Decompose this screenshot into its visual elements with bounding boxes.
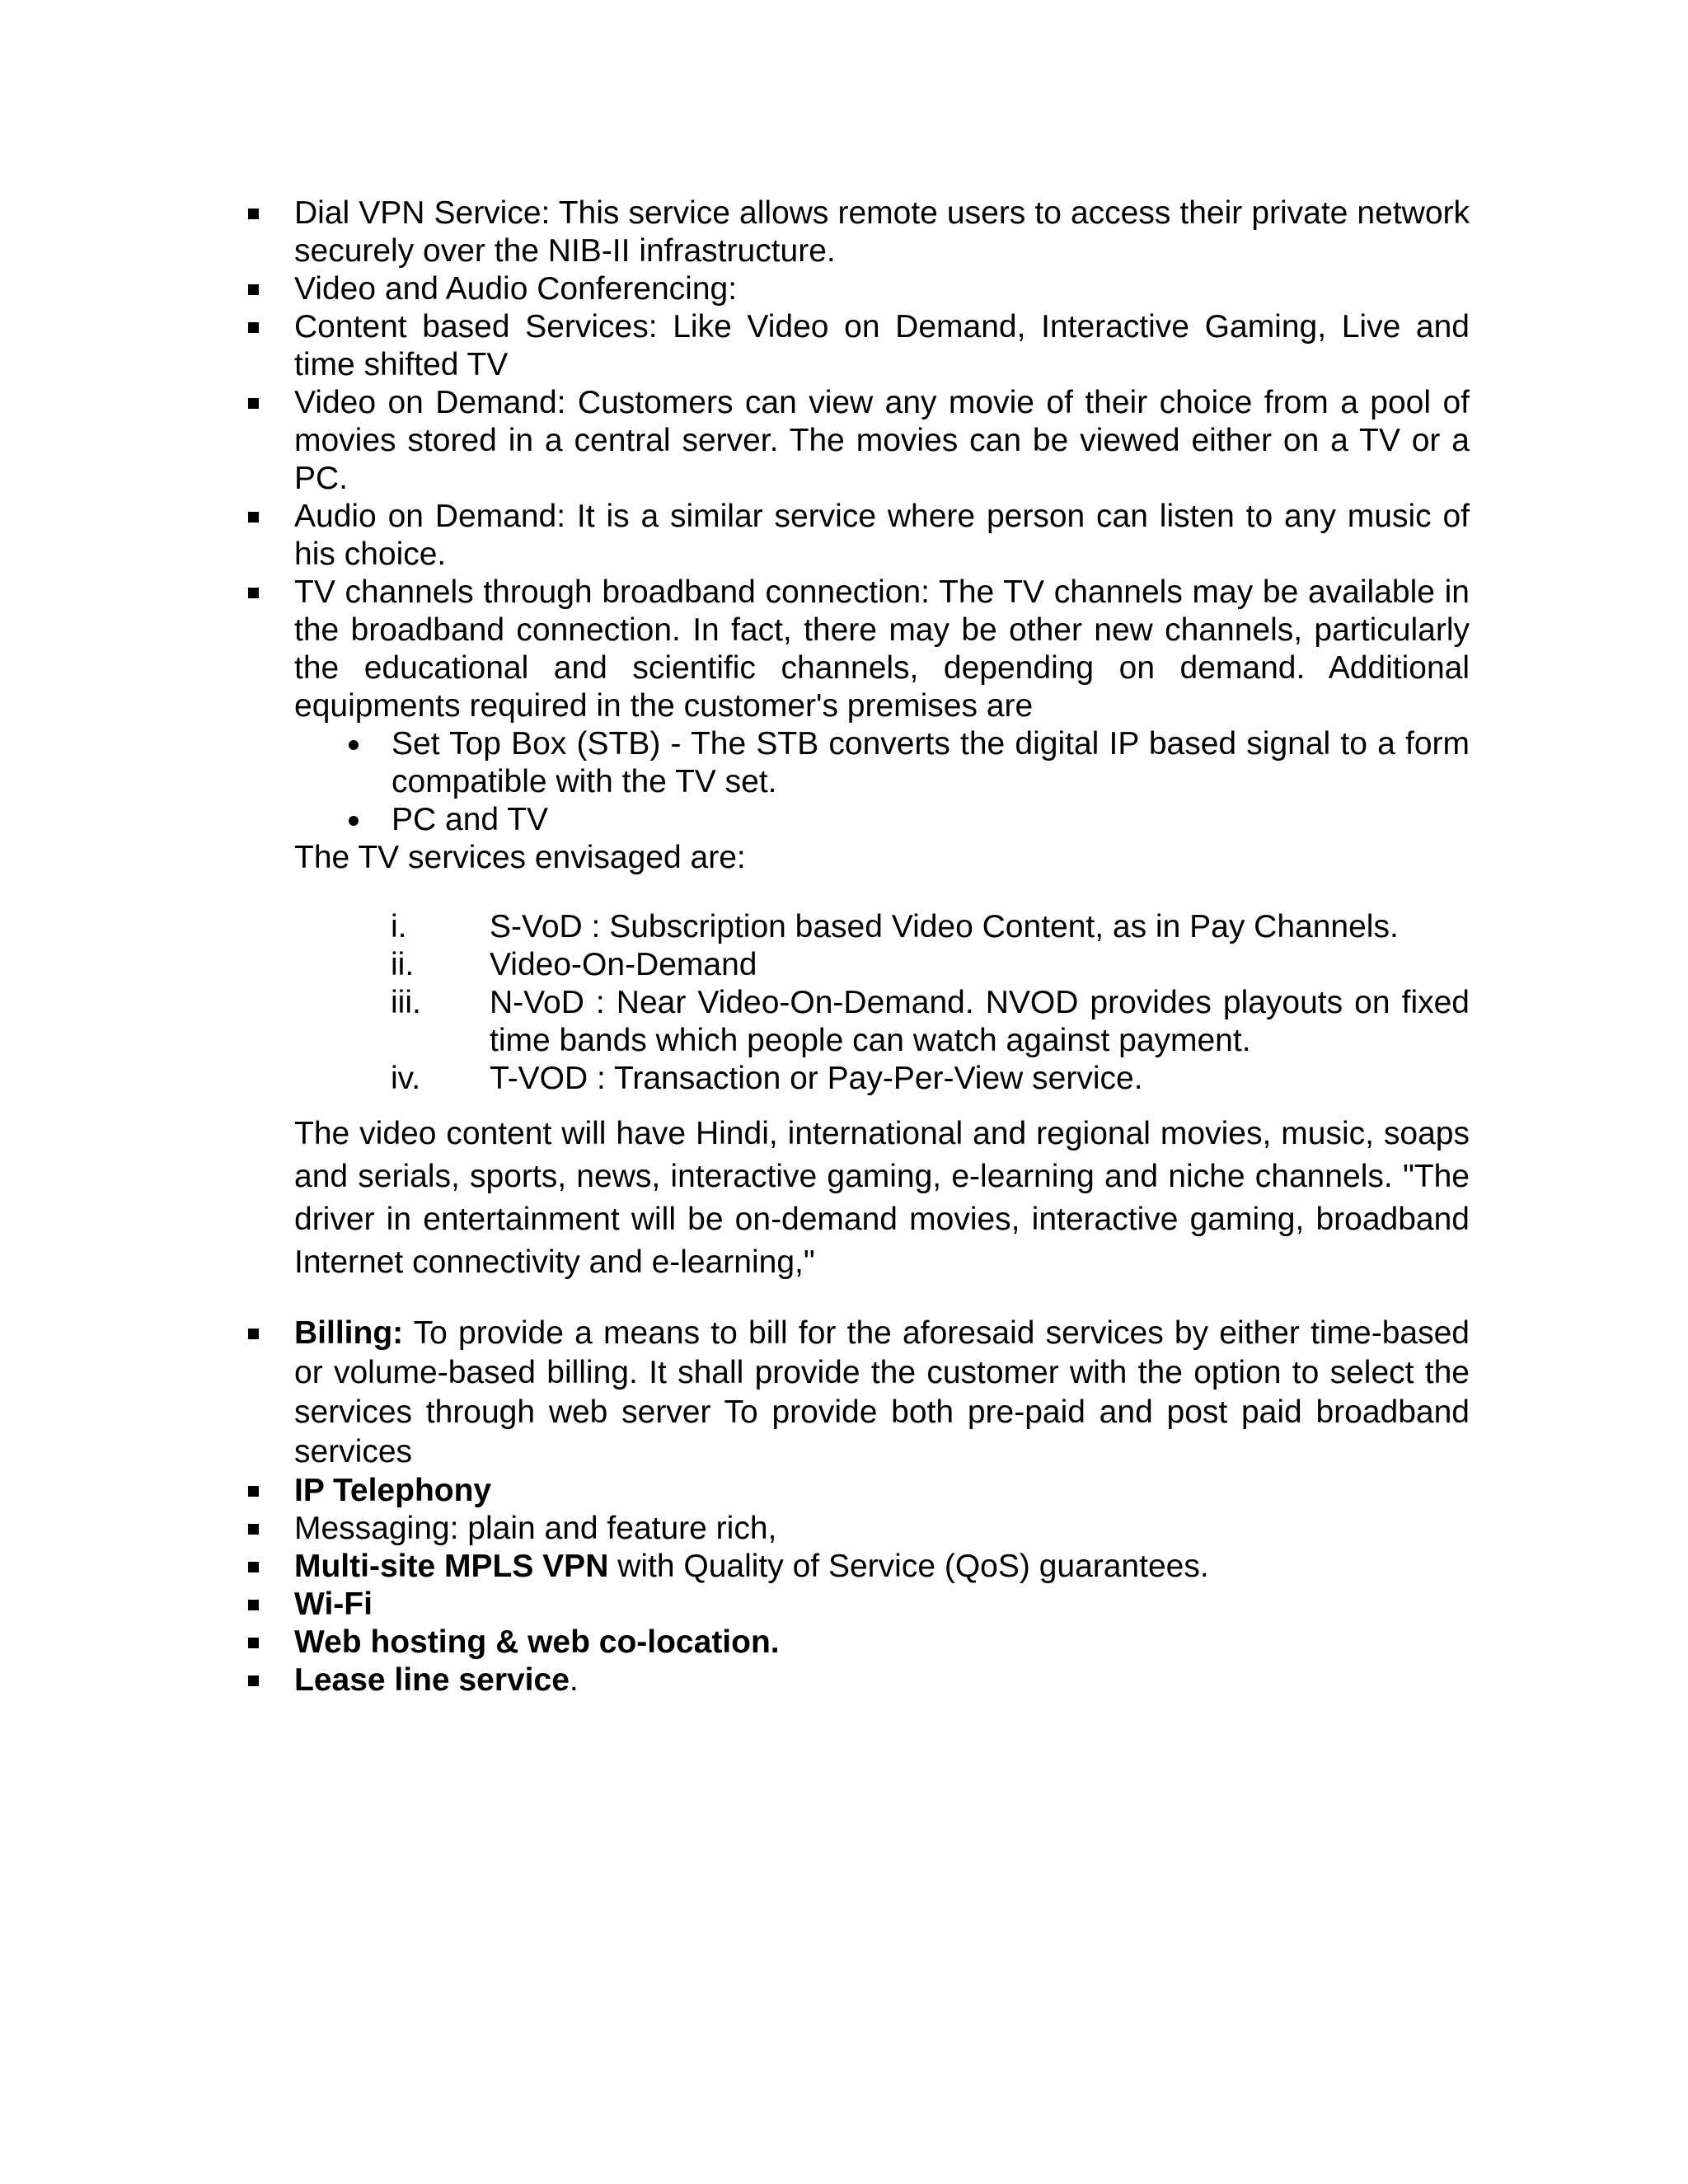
list-item [294, 384, 1470, 498]
item-text: Dial VPN Service: This service allows remote users to access their private network securely over the NIB-II infrastructure. [294, 195, 1470, 269]
tv-service-item [391, 908, 1470, 946]
square-bullet-icon [248, 398, 259, 409]
list-item-lease-line [294, 1661, 1470, 1699]
video-content-paragraph: The video content will have Hindi, international and regional movies, music, soaps and serials, sports, news, interactive gaming, e-learning and niche channels. "The driver in entertainment will be on-demand movies, interactive gaming, broadband Internet connectivity and e-learning," [294, 1116, 1470, 1280]
list-item [294, 308, 1470, 384]
square-bullet-icon [248, 1675, 259, 1686]
roman-numeral: iii. [391, 985, 421, 1020]
mpls-label: Multi-site MPLS VPN [294, 1549, 609, 1584]
ip-telephony-label: IP Telephony [294, 1473, 492, 1508]
lease-line-period: . [569, 1662, 579, 1698]
tv-service-text: T-VOD : Transaction or Pay-Per-View service. [490, 1061, 1143, 1096]
square-bullet-icon [248, 209, 259, 219]
round-bullet-icon [349, 740, 359, 750]
billing-text [294, 1314, 1470, 1472]
roman-numeral: iv. [391, 1061, 421, 1096]
list-item-mpls [294, 1548, 1470, 1586]
equipment-text: PC and TV [392, 802, 549, 837]
messaging-text: Messaging: plain and feature rich, [294, 1511, 777, 1546]
tv-service-text: N-VoD : Near Video-On-Demand. NVOD provides playouts on fixed time bands which people can watch against payment. [490, 985, 1470, 1058]
list-item-billing [294, 1314, 1470, 1472]
list-item-ip-telephony [294, 1472, 1470, 1510]
square-bullet-icon [248, 588, 259, 598]
list-item-messaging [294, 1510, 1470, 1548]
round-bullet-icon [349, 816, 359, 826]
list-item [294, 574, 1470, 725]
tv-service-item [391, 984, 1470, 1060]
lease-line-label: Lease line service [294, 1662, 570, 1698]
item-text: Video and Audio Conferencing: [294, 271, 738, 307]
list-item [294, 194, 1470, 270]
square-bullet-icon [248, 1486, 259, 1497]
list-item-web-hosting [294, 1624, 1470, 1661]
square-bullet-icon [248, 512, 259, 523]
square-bullet-icon [248, 1562, 259, 1572]
item-text: Audio on Demand: It is a similar service where person can listen to any music of his choice. [294, 499, 1470, 572]
square-bullet-icon [248, 1329, 259, 1339]
wifi-label: Wi-Fi [294, 1586, 373, 1622]
roman-numeral: ii. [391, 947, 415, 982]
list-item [294, 498, 1470, 574]
square-bullet-icon [248, 1638, 259, 1648]
web-hosting-label: Web hosting & web co-location. [294, 1624, 780, 1660]
square-bullet-icon [248, 1600, 259, 1610]
equipment-text: Set Top Box (STB) - The STB converts the digital IP based signal to a form compatible with the TV set. [392, 726, 1470, 799]
tv-service-item [391, 946, 1470, 984]
tv-service-text: Video-On-Demand [490, 947, 757, 982]
list-item [294, 270, 1470, 308]
tv-service-text: S-VoD : Subscription based Video Content, as in Pay Channels. [490, 909, 1399, 944]
tv-services-intro: The TV services envisaged are: [294, 840, 746, 875]
equipment-item [392, 725, 1470, 801]
item-text: Video on Demand: Customers can view any movie of their choice from a pool of movies stored in a central server. The movies can be viewed either on a TV or a PC. [294, 385, 1470, 496]
billing-description: To provide a means to bill for the aforesaid services by either time-based or volume-based billing. It shall provide the customer with the option to select the services through web server To provide both pre-paid and post paid broadband services [294, 1315, 1470, 1469]
square-bullet-icon [248, 322, 259, 333]
roman-numeral: i. [391, 909, 407, 944]
tv-service-item [391, 1060, 1470, 1098]
document-page [294, 194, 1470, 1699]
mpls-description: with Quality of Service (QoS) guarantees. [608, 1549, 1209, 1584]
equipment-item [392, 801, 1470, 839]
list-item-wifi [294, 1586, 1470, 1624]
item-text: Content based Services: Like Video on Demand, Interactive Gaming, Live and time shifted TV [294, 309, 1470, 382]
item-text: TV channels through broadband connection: The TV channels may be available in the broadband connection. In fact, there may be other new channels, particularly the educational and scientific channels, depending on demand. Additional equipments required in the customer's premises are [294, 574, 1470, 724]
square-bullet-icon [248, 284, 259, 295]
billing-label: Billing: [294, 1315, 404, 1351]
square-bullet-icon [248, 1524, 259, 1535]
